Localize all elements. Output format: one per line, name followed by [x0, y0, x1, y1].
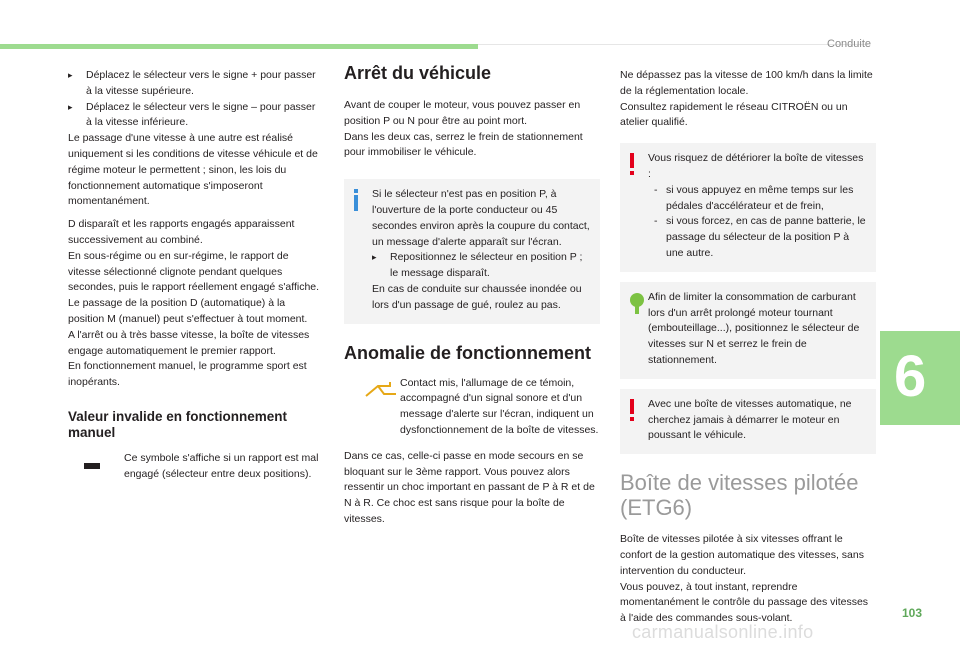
paragraph: Boîte de vitesses pilotée à six vitesses offrant le confort de la gestion automatique des vitesses, sans intervention du conducteur. — [620, 533, 864, 577]
column-middle — [344, 62, 600, 528]
warning-box: Vous risquez de détériorer la boîte de vitesses : - si vous appuyez en même temps sur les pédales d'accélérateur et de frein, - si vous forcez, en cas de panne batterie, le passage du sélecteur de la position P à une autre. — [620, 143, 876, 272]
column-right — [620, 68, 876, 627]
warning-exclamation-icon — [628, 153, 636, 175]
eco-box: Afin de limiter la consommation de carburant lors d'un arrêt prolongé moteur tournant (embouteillage...), positionnez le sélecteur de vitesses sur N et serrez le frein de stationnement. — [620, 282, 876, 379]
paragraph: A l'arrêt ou à très basse vitesse, la boîte de vitesses engage automatiquement le premier rapport. — [68, 328, 310, 357]
header-accent-bar — [0, 44, 478, 49]
gearbox-fault-icon — [364, 380, 398, 400]
warning-item: - si vous forcez, en cas de panne batterie, le passage du sélecteur de la position P à une autre. — [654, 215, 866, 259]
eco-tree-icon — [628, 292, 646, 314]
section-heading: Anomalie de fonctionnement — [344, 342, 592, 363]
warning-exclamation-icon — [628, 399, 636, 421]
chapter-tab — [880, 331, 960, 425]
watermark: carmanualsonline.info — [632, 622, 814, 642]
subsection-heading: Valeur invalide en fonctionnement manuel — [68, 408, 288, 440]
dash-symbol-icon — [84, 463, 100, 469]
bullet-arrow-icon: ▸ — [68, 101, 73, 112]
paragraph: Vous pouvez, à tout instant, reprendre momentanément le contrôle du passage des vitesses à l'aide des commandes sous-volant. — [620, 580, 869, 625]
fault-warning-note: Contact mis, l'allumage de ce témoin, accompagné d'un signal sonore et d'un message d'alerte sur l'écran, indiquent un dysfonctionnement de la boîte de vitesses. — [344, 376, 600, 439]
invalid-gear-note: Ce symbole s'affiche si un rapport est mal engagé (sélecteur entre deux positions). — [68, 451, 324, 483]
bullet-arrow-icon: ▸ — [68, 70, 73, 80]
info-bullet: ▸ Repositionnez le sélecteur en position P ; le message disparaît. — [372, 251, 583, 280]
header-divider — [478, 44, 868, 45]
paragraph: En fonctionnement manuel, le programme sport est inopérants. — [68, 360, 307, 389]
paragraph: En sous-régime ou en sur-régime, le rapport de vitesse sélectionné clignote pendant quelques secondes, puis le rapport réellement engagé s'affiche. — [68, 249, 320, 294]
section-heading: Boîte de vitesses pilotée (ETG6) — [620, 470, 859, 521]
page-number: 103 — [902, 606, 923, 620]
paragraph: Dans les deux cas, serrez le frein de stationnement pour immobiliser le véhicule. — [344, 130, 583, 159]
bullet-downshift: ▸ Déplacez le sélecteur vers le signe – pour passer à la vitesse inférieure. — [68, 100, 316, 129]
paragraph: Le passage de la position D (automatique) à la position M (manuel) peut s'effectuer à tout moment. — [68, 297, 308, 325]
chapter-number: 6 — [894, 344, 927, 409]
info-icon — [352, 189, 362, 211]
column-left — [68, 68, 324, 483]
warning-item: - si vous appuyez en même temps sur les pédales d'accélérateur et de frein, — [654, 183, 854, 212]
bullet-upshift: ▸ Déplacez le sélecteur vers le signe + pour passer à la vitesse supérieure. — [68, 69, 316, 97]
paragraph: Avant de couper le moteur, vous pouvez passer en position P ou N pour être au point mort. — [344, 99, 581, 127]
section-heading: Arrêt du véhicule — [344, 63, 492, 83]
warning-box: Avec une boîte de vitesses automatique, ne cherchez jamais à démarrer le moteur en poussant le véhicule. — [620, 389, 876, 454]
paragraph: Le passage d'une vitesse à une autre est réalisé uniquement si les conditions de vitesse véhicule et de régime moteur le permettent ; sinon, les lois du fonctionnement automatique s'imposeront momentanément. — [68, 132, 318, 208]
paragraph: Dans ce cas, celle-ci passe en mode secours en se bloquant sur le 3ème rapport. Vous pouvez alors ressentir un choc important en passant de P à R et de N à R. Ce choc est sans risque pour la boîte de vitesses. — [344, 449, 595, 525]
paragraph: Ne dépassez pas la vitesse de 100 km/h dans la limite de la réglementation locale. — [620, 69, 873, 97]
info-box: Si le sélecteur n'est pas en position P, à l'ouverture de la porte conducteur ou 45 secondes environ après la coupure du contact, un message d'alerte apparaît sur l'écran. ▸ Repositionnez le sélecteur en position P ; le message disparaît. En cas de conduite sur chaussée inondée ou lors d'un passage de gué, roulez au pas. — [344, 179, 600, 323]
paragraph: Consultez rapidement le réseau CITROËN ou un atelier qualifié. — [620, 100, 848, 129]
paragraph: D disparaît et les rapports engagés apparaissent successivement au combiné. — [68, 218, 295, 246]
section-title: Conduite — [827, 38, 872, 50]
bullet-arrow-icon: ▸ — [372, 252, 377, 263]
